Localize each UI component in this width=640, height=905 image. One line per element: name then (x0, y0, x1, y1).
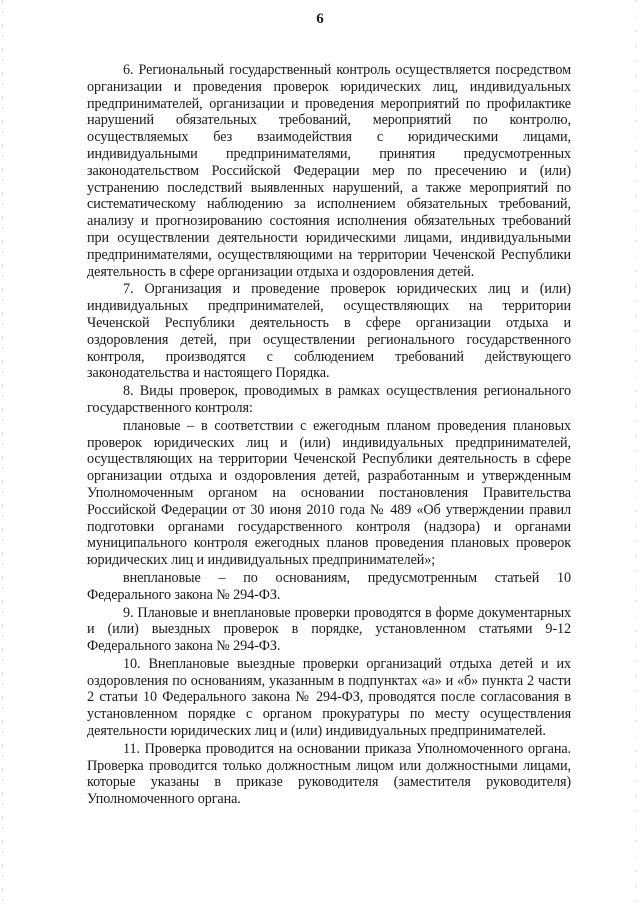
scan-edge-right (636, 0, 637, 905)
document-body (87, 62, 571, 808)
paragraph-8-planned: плановые – в соответствии с ежегодным планом проведения плановых проверок юридических лиц и (или) индивидуальных предпринимателей, осуществляющих на территории Чеченской Республики деятельность в сфере организации отдыха и оздоровления детей, разработанным и утвержденным Уполномоченным органом на основании постановления Правительства Российской Федерации от 30 июня 2010 года № 489 «Об утверждении правил подготовки органами государственного контроля (надзора) и органами муниципального контроля ежегодных планов проведения плановых проверок юридических лиц и индивидуальных предпринимателей»; (87, 417, 571, 569)
paragraph-8-unplanned: внеплановые – по основаниям, предусмотренным статьей 10 Федерального закона № 294-ФЗ. (87, 569, 571, 603)
paragraph-10: 10. Внеплановые выездные проверки организаций отдыха детей и их оздоровления по основаниям, указанным в подпунктах «а» и «б» пункта 2 части 2 статьи 10 Федерального закона № 294-ФЗ, проводятся после согласования в установленном порядке с органом прокуратуры по месту осуществления деятельности юридических лиц и (или) индивидуальных предпринимателей. (87, 655, 571, 740)
page-number: 6 (316, 11, 324, 27)
paragraph-7: 7. Организация и проведение проверок юридических лиц и (или) индивидуальных предпринимателей, осуществляющих на территории Чеченской Республики деятельность в сфере организации отдыха и оздоровления детей, при осуществлении регионального государственного контроля, производятся с соблюдением требований действующего законодательства и настоящего Порядка. (87, 281, 571, 382)
paragraph-6: 6. Региональный государственный контроль осуществляется посредством организации и проведения проверок юридических лиц, индивидуальных предпринимателей, организации и проведения мероприятий по профилактике нарушений обязательных требований, мероприятий по контролю, осуществляемых без взаимодействия с юридическими лицами, индивидуальными предпринимателями, принятия предусмотренных законодательством Российской Федерации мер по пресечению и (или) устранению последствий выявленных нарушений, а также мероприятий по систематическому наблюдению за исполнением обязательных требований, анализу и прогнозированию состояния исполнения обязательных требований при осуществлении деятельности юридическими лицами, индивидуальными предпринимателями, осуществляющими на территории Чеченской Республики деятельность в сфере организации отдыха и оздоровления детей. (87, 62, 571, 280)
paragraph-8: 8. Виды проверок, проводимых в рамках осуществления регионального государственного контроля: (87, 383, 571, 416)
scan-edge-left (2, 0, 3, 905)
paragraph-11: 11. Проверка проводится на основании приказа Уполномоченного органа. Проверка проводится только должностным лицом или должностными лицами, которые указаны в приказе руководителя (заместителя руководителя) Уполномоченного органа. (87, 740, 571, 808)
paragraph-9: 9. Плановые и внеплановые проверки проводятся в форме документарных и (или) выездных проверок в порядке, установленном статьями 9-12 Федерального закона № 294-ФЗ. (87, 604, 571, 655)
